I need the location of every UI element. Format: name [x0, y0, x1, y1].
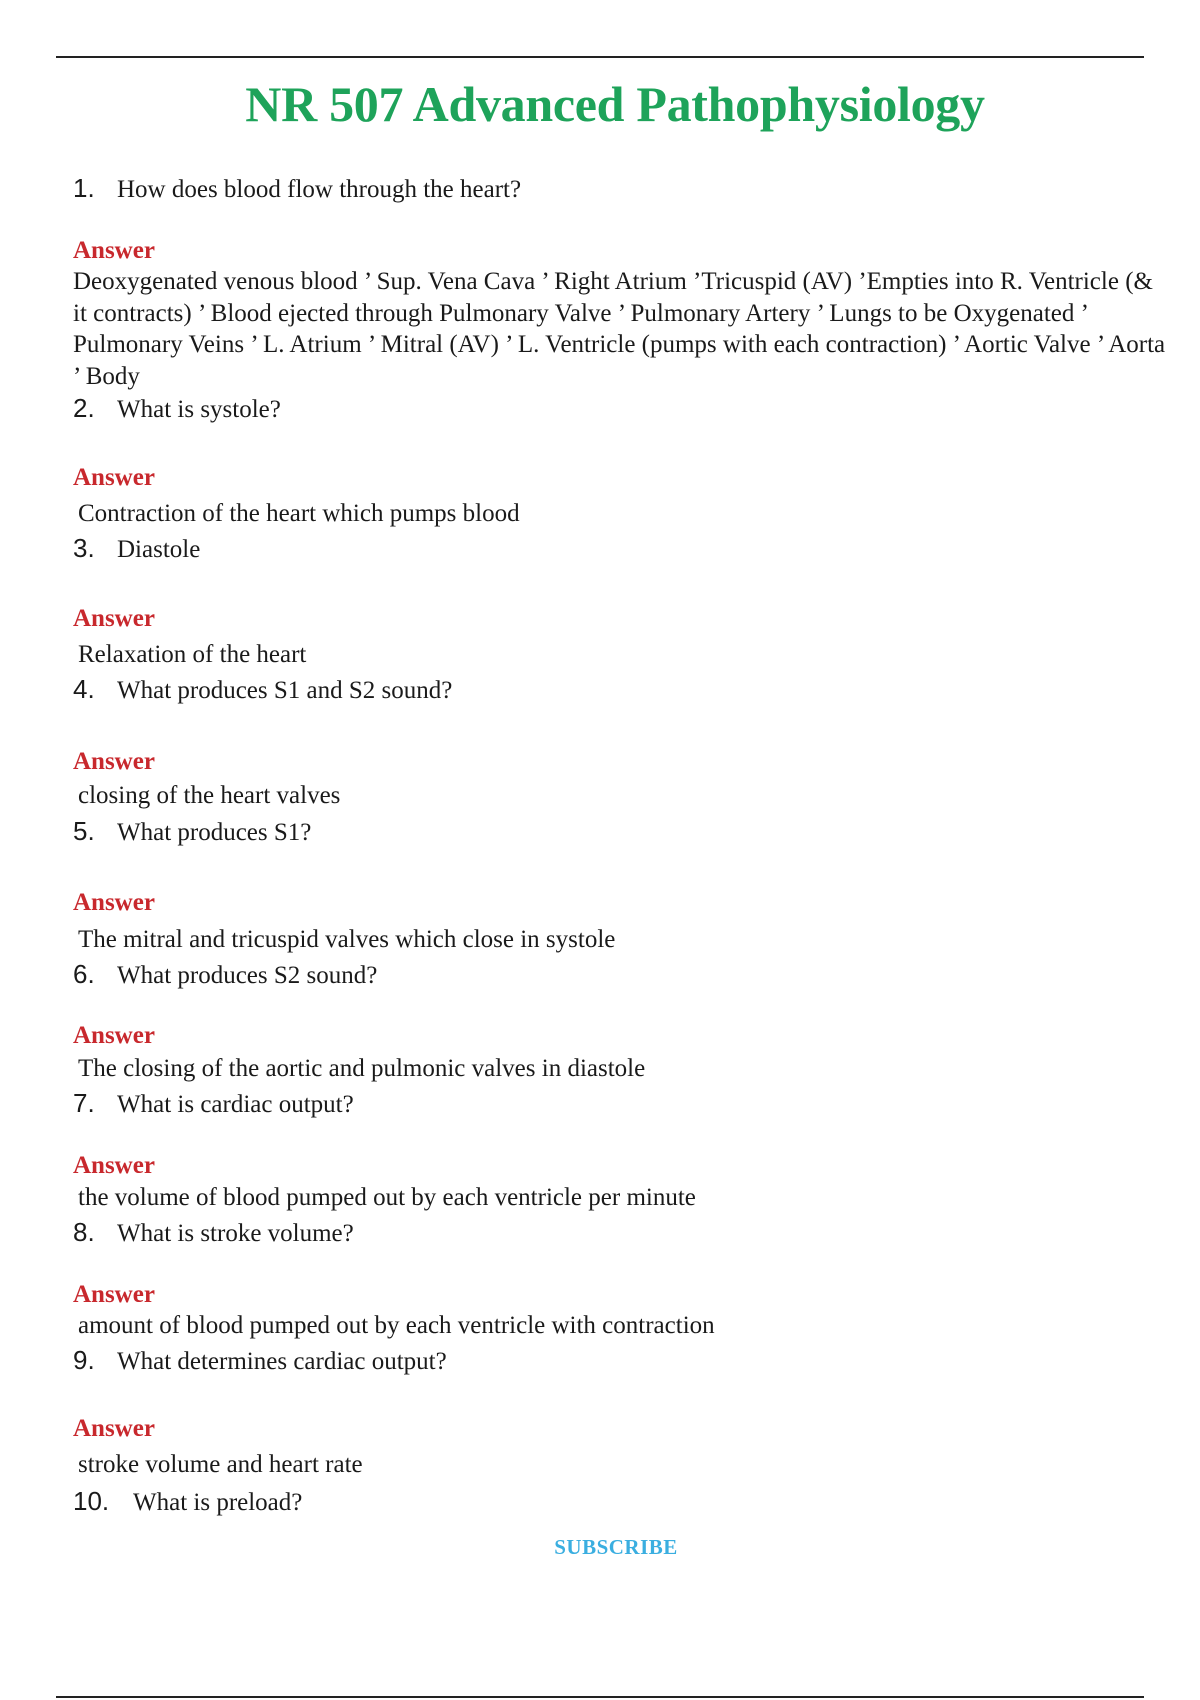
question-number: 8.	[73, 1217, 95, 1247]
question-text: What is systole?	[117, 396, 281, 423]
answer-text-4: closing of the heart valves	[78, 782, 341, 809]
answer-text-9: stroke volume and heart rate	[78, 1451, 363, 1478]
answer-text-1: Deoxygenated venous blood ’ Sup. Vena Cava ’ Right Atrium ’Tricuspid (AV) ’Empties into R. Ventricle (& it contracts) ’ Blood ejected through Pulmonary Valve ’ Pulmonary Artery ’ Lungs to be Oxygenated ’ Pulmonary Veins ’ L. Atrium ’ Mitral (AV) ’ L. Ventricle (pumps with each contraction) ’ Aortic Valve ’ Aorta ’ Body	[73, 268, 1166, 390]
question-text: What determines cardiac output?	[117, 1348, 447, 1375]
question-text: Diastole	[117, 536, 201, 563]
subscribe-link[interactable]: SUBSCRIBE	[554, 1535, 678, 1559]
question-number: 9.	[73, 1345, 95, 1375]
answer-label: Answer	[73, 237, 155, 264]
document-title: NR 507 Advanced Pathophysiology	[245, 76, 985, 132]
question-text: How does blood flow through the heart?	[117, 176, 522, 203]
answer-text-6: The closing of the aortic and pulmonic valves in diastole	[78, 1055, 646, 1082]
question-10	[73, 1486, 302, 1518]
question-8	[73, 1217, 354, 1249]
question-3	[73, 533, 200, 565]
question-2	[73, 393, 281, 425]
question-number: 7.	[73, 1088, 95, 1118]
question-text: What produces S1 and S2 sound?	[117, 677, 453, 704]
question-number: 2.	[73, 393, 95, 423]
top-rule	[56, 56, 1144, 58]
question-9	[73, 1345, 447, 1377]
question-text: What produces S2 sound?	[117, 962, 378, 989]
answer-label: Answer	[73, 889, 155, 916]
question-6	[73, 959, 377, 991]
answer-label: Answer	[73, 464, 155, 491]
question-7	[73, 1088, 354, 1120]
question-1	[73, 173, 521, 205]
question-number: 10.	[73, 1486, 110, 1516]
answer-text-8: amount of blood pumped out by each ventricle with contraction	[78, 1312, 715, 1339]
question-text: What is cardiac output?	[117, 1091, 354, 1118]
answer-label: Answer	[73, 1022, 155, 1049]
question-number: 5.	[73, 816, 95, 846]
answer-label: Answer	[73, 1152, 155, 1179]
bottom-rule	[56, 1696, 1144, 1698]
answer-text-7: the volume of blood pumped out by each ventricle per minute	[78, 1184, 696, 1211]
question-5	[73, 816, 311, 848]
question-number: 4.	[73, 674, 95, 704]
answer-text-2: Contraction of the heart which pumps blood	[78, 500, 520, 527]
question-number: 6.	[73, 959, 95, 989]
answer-label: Answer	[73, 1415, 155, 1442]
answer-label: Answer	[73, 748, 155, 775]
question-4	[73, 674, 452, 706]
question-text: What is stroke volume?	[117, 1220, 354, 1247]
answer-text-3: Relaxation of the heart	[78, 641, 307, 668]
question-text: What produces S1?	[117, 819, 312, 846]
answer-text-5: The mitral and tricuspid valves which close in systole	[78, 926, 616, 953]
question-number: 1.	[73, 173, 95, 203]
question-number: 3.	[73, 533, 95, 563]
question-text: What is preload?	[133, 1489, 303, 1516]
answer-label: Answer	[73, 605, 155, 632]
answer-label: Answer	[73, 1281, 155, 1308]
